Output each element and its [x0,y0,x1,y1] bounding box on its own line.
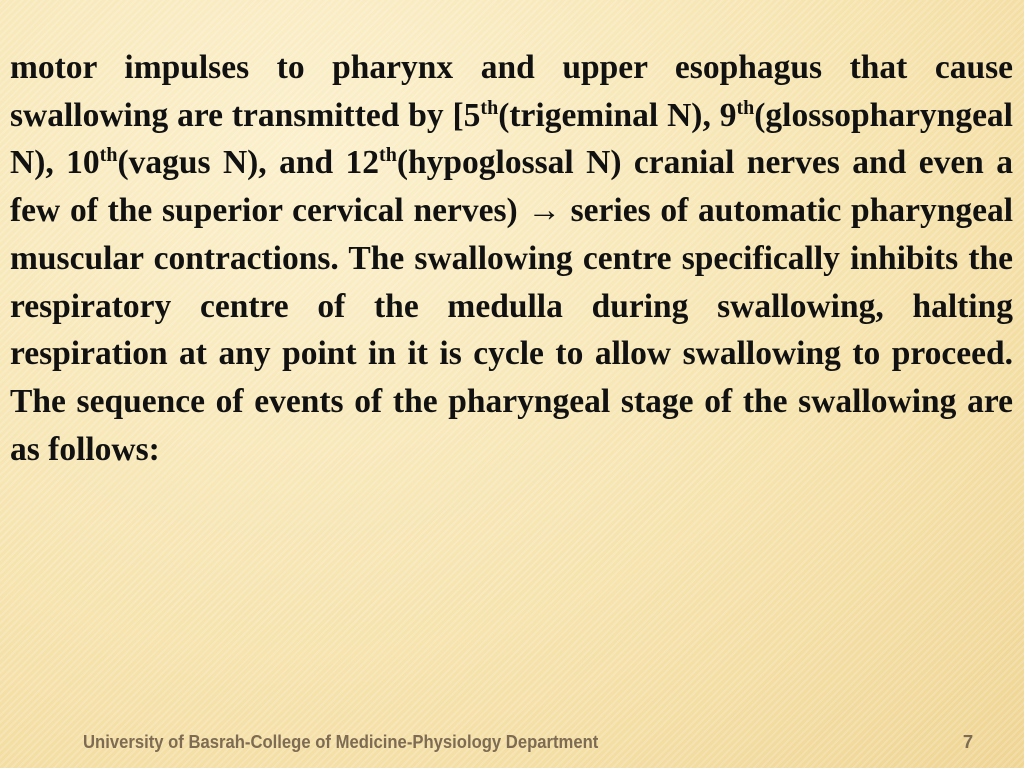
footer-institution: University of Basrah-College of Medicine-Physiology Department [83,731,599,752]
ordinal-superscript-5th: th [480,96,499,119]
body-text-part-4: (vagus N), and 12 [117,144,380,182]
body-text-part-3: (glossopharyngeal N), 10 [10,96,1013,182]
ordinal-superscript-12th: th [379,144,397,167]
body-text-part-1: motor impulses to pharynx and upper esophagus that cause swallowing are transmitted by [5 [10,49,1013,134]
slide-body-text [10,44,1013,473]
ordinal-superscript-9th: th [736,96,755,119]
body-text-part-2: (trigeminal N), 9 [498,96,737,134]
ordinal-superscript-10th: th [99,144,118,167]
page-number: 7 [962,731,974,752]
body-text-part-5: (hypoglossal N) cranial nerves and even a few of the superior cervical nerves) → series of automatic pharyngeal muscular contractions. The swallowing centre specifically inhibits the respiratory centre of the medulla during swallowing, halting respiration at any point in it is cycle to allow swallowing to proceed. The sequence of events of the pharyngeal stage of the swallowing are as follows: [10,144,1013,468]
